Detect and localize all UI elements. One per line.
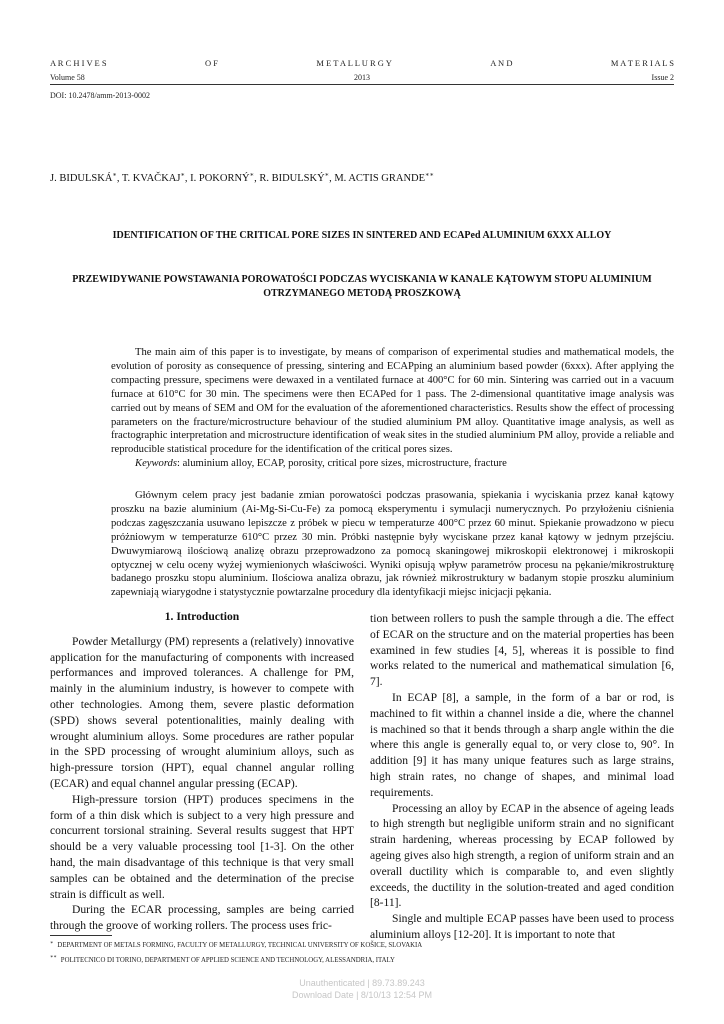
keywords-label: Keywords	[135, 458, 177, 470]
footnote: ∗ DEPARTMENT OF METALS FORMING, FACULTY OF METALLURGY, TECHNICAL UNIVERSITY OF KOŠICE, SLOVAKIA	[50, 941, 423, 950]
polish-abstract	[111, 489, 674, 600]
volume-line	[50, 73, 674, 85]
author: T. KVAČKAJ∗,	[121, 171, 191, 184]
paragraph: During the ECAR processing, samples are being carried through the groove of working rollers. The process uses fric-	[50, 903, 354, 933]
paper-title-polish: PRZEWIDYWANIE POWSTAWANIA POROWATOŚCI PODCZAS WYCISKANIA W KANALE KĄTOWYM STOPU ALUMINIUM OTRZYMANEGO METODĄ PROSZKOWĄ	[72, 274, 652, 299]
paragraph: tion between rollers to push the sample through a die. The effect of ECAR on the structure and on the material properties has been examined in few studies [4, 5], whereas it is possible to find works related to the numerical and mathematical simulation [6, 7].	[370, 612, 674, 689]
journal-word: O F	[205, 58, 218, 68]
keywords-list: : aluminium alloy, ECAP, porosity, critical pore sizes, microstructure, fracture	[176, 458, 507, 470]
left-column	[50, 609, 354, 934]
volume: Volume 58	[50, 73, 85, 82]
watermark-line: Unauthenticated | 89.73.89.243	[299, 978, 425, 988]
paragraph: High-pressure torsion (HPT) produces specimens in the form of a thin disk which is subject to a very high pressure and concurrent torsional straining. Several results suggest that HPT should be a very valuable processing tool [1-3]. On the other hand, the main disadvantage of this technique is that very small samples can be obtained and the determination of the precise strain is difficult as well.	[50, 792, 354, 901]
journal-name	[50, 58, 674, 68]
doi[interactable]: DOI: 10.2478/amm-2013-0002	[50, 91, 150, 100]
author: R. BIDULSKÝ∗,	[259, 171, 335, 184]
journal-word: A R C H I V E S	[50, 58, 107, 68]
author: I. POKORNÝ∗,	[190, 171, 260, 184]
year: 2013	[354, 73, 370, 82]
paper-title-english: IDENTIFICATION OF THE CRITICAL PORE SIZES IN SINTERED AND ECAPed ALUMINIUM 6XXX ALLOY	[112, 230, 612, 241]
footnote: ∗∗ POLITECNICO DI TORINO, DEPARTMENT OF APPLIED SCIENCE AND TECHNOLOGY, ALESSANDRIA, ITALY	[50, 955, 395, 964]
watermark-line: Download Date | 8/10/13 12:54 PM	[292, 990, 432, 1000]
paragraph: Processing an alloy by ECAP in the absence of ageing leads to high strength but negligible uniform strain and no significant strain hardening, whereas processing by ECAP followed by ageing gives also high strength, a region of uniform strain and an overall ductility which is comparable to, and even slightly exceeds, the ductility in the solution-treated and aged condition [8-11].	[370, 801, 674, 910]
download-watermark	[0, 977, 724, 1001]
author-list	[50, 170, 674, 184]
issue: Issue 2	[651, 73, 674, 82]
abstract	[111, 346, 674, 471]
paragraph: Single and multiple ECAP passes have been used to process aluminium alloys [12-20]. It is important to note that	[370, 912, 674, 941]
section-heading-introduction: 1. Introduction	[164, 610, 240, 623]
footnotes	[50, 938, 674, 967]
paragraph: In ECAP [8], a sample, in the form of a bar or rod, is machined to fit within a channel inside a die, where the channel is machined so that it bends through a sharp angle within the die where this angle is generally equal to, or very close to, 90°. In addition [9] it has many unique features such as large strains, high strain rates, no change of shapes, and minimal load requirements.	[370, 690, 674, 799]
author: M. ACTIS GRANDE∗∗	[334, 171, 434, 184]
journal-word: A N D	[490, 58, 513, 68]
journal-word: M A T E R I A L S	[610, 58, 674, 68]
footnote-divider	[50, 935, 112, 936]
polish-abstract-text: Głównym celem pracy jest badanie zmian porowatości podczas prasowania, spiekania i wyciskania przez kanał kątowy proszku na bazie aluminium (Ai-Mg-Si-Cu-Fe) za pomocą eksperymentu i symulacji numerycznych. Po przyłożeniu ciśnienia podczas zagęszczania usuwano lepiszcze z próbek w piecu w temperaturze 400°C przez 60 minut. Spiekanie prowadzono w piecu próżniowym w temperaturze 610°C przez 30 min. Próbki następnie były wyciskane przez kanał kątowy w jednym przejściu. Dwuwymiarową ilościową analizę obrazu przeprowadzono za pomocą skaningowej mikroskopii elektronowej i mikroskopii optycznej w celu oceny wyżej wymienionych właściwości. Wyniki opisują wpływ parametrów procesu na pękanie/mikrostrukturę badanego proszku stopu aluminium. Ilościowa analiza obrazu, jak również mikrostruktury w badanym stopie proszku aluminium zapewniają wiarygodne i statystycznie powtarzalne procedury dla identyfikacji miejsc inicjacji pękania.	[111, 490, 674, 599]
author: J. BIDULSKÁ∗,	[50, 171, 122, 184]
paragraph: Powder Metallurgy (PM) represents a (relatively) innovative application for the manufacturing of components with increased performances and improved tolerances. A challenge for PM, mainly in the aluminium industry, is however to compete with other technologies. Among them, severe plastic deformation (SPD) shows several potentionalities, mainly dealing with wrought aluminium alloys. Some procedures are rather popular in the SPD processing of wrought aluminium alloys, such as high-pressure torsion (HPT), equal channel angular rolling (ECAR) and equal channel angular pressing (ECAP).	[50, 634, 354, 790]
keywords	[111, 457, 674, 471]
journal-word: M E T A L L U R G Y	[316, 58, 392, 68]
right-column	[370, 611, 674, 943]
abstract-text: The main aim of this paper is to investigate, by means of comparison of experimental studies and mathematical models, the evolution of porosity as consequence of pressing, sintering and ECAPping an aluminium based powder (6xxx). After applying the compacting pressure, specimens were dewaxed in a ventilated furnace at 400°C for 60 min. Sintering was carried out in a vacuum furnace at 610°C for 30 min. The specimens were then ECAPed for 1 pass. The 2-dimensional quantitative image analysis was carried out by means of SEM and OM for the evaluation of the aforementioned characteristics. Results show the effect of processing parameters on the fracture/microstructure behaviour of the studied aluminium PM alloy. Quantitative image analysis, as well as fractographic interpretation and microstructure identification of weak sites in the studied aluminium PM alloy, provide a reliable and reproducible statistical procedure for the identification of the critical pores sizes.	[111, 347, 674, 456]
